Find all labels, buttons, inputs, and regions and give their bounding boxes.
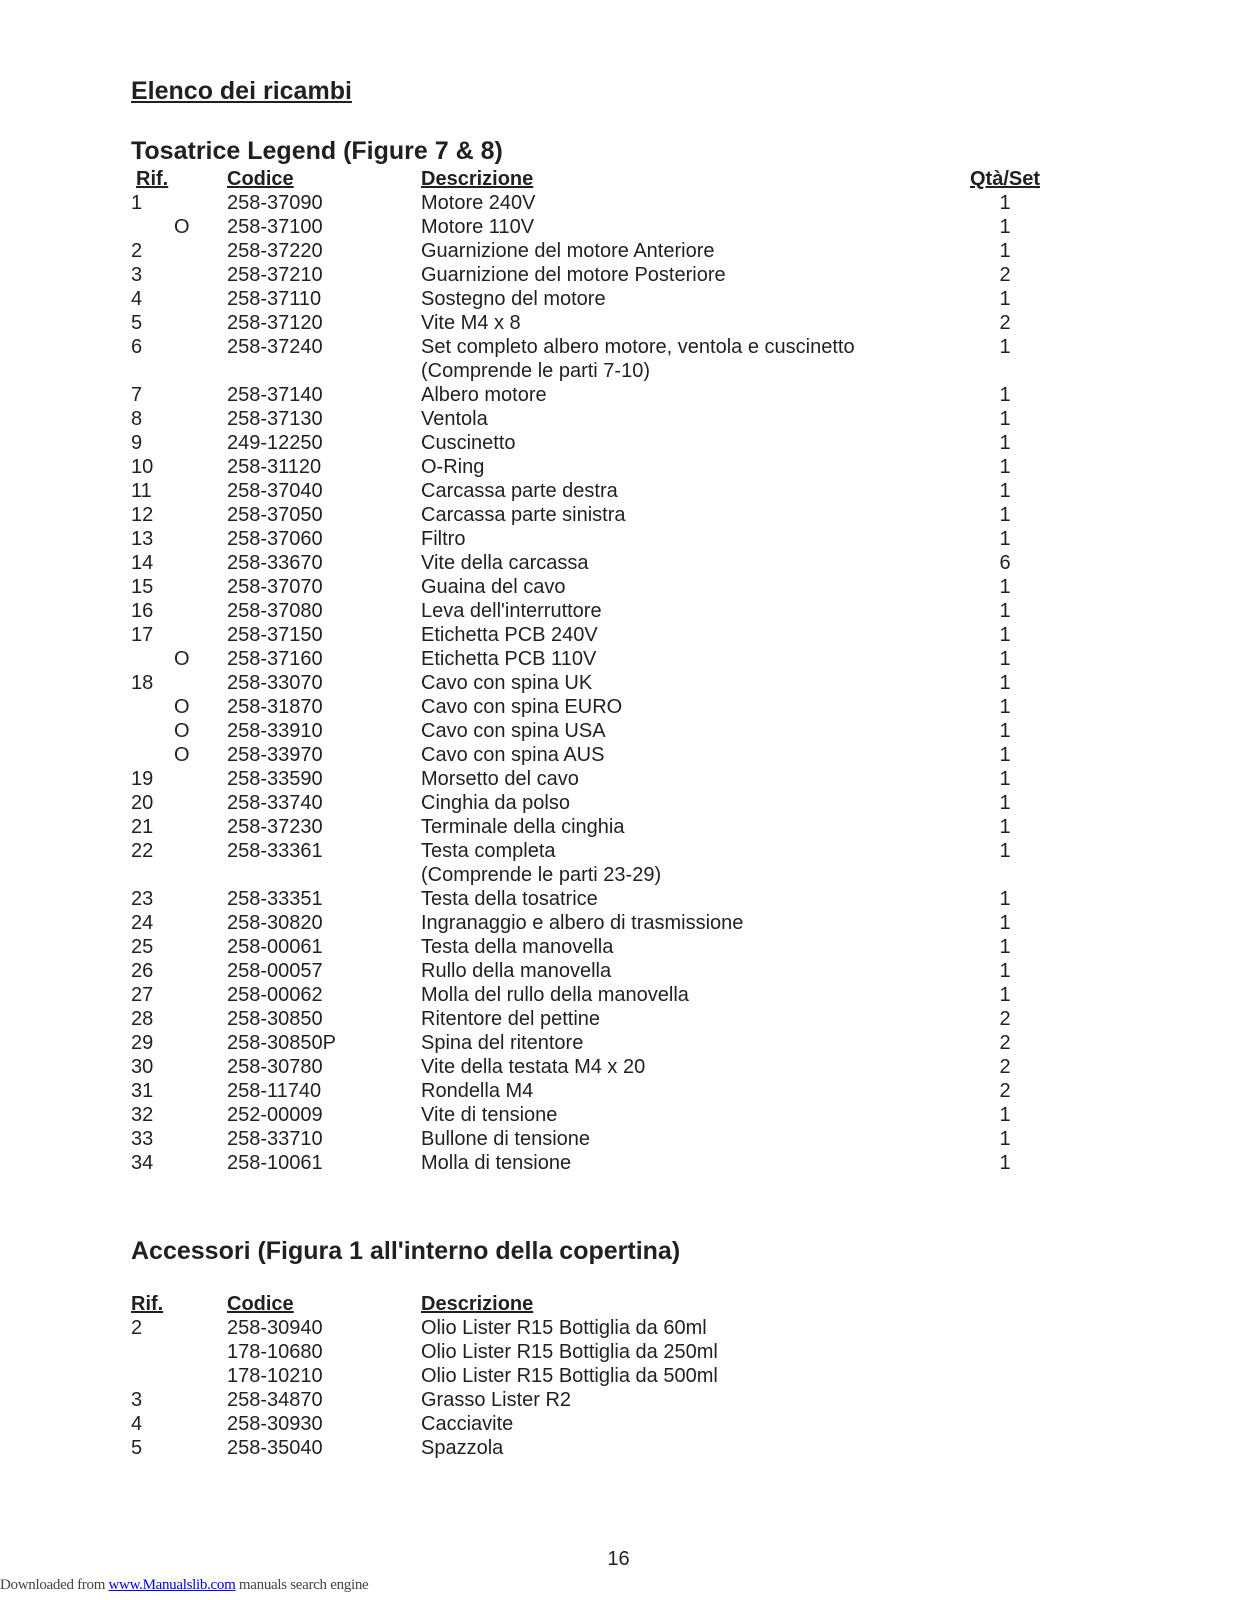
cell-qty: 1 <box>999 696 1011 718</box>
alternative-marker: O <box>174 648 190 670</box>
table-row <box>0 551 1237 575</box>
table-row <box>0 383 1237 407</box>
cell-qty: 1 <box>999 888 1011 910</box>
cell-codice: 258-37160 <box>227 648 323 670</box>
parts-table-body <box>0 191 1237 1175</box>
cell-codice: 258-30930 <box>227 1413 323 1435</box>
table-row <box>0 359 1237 383</box>
page-number: 16 <box>607 1548 630 1570</box>
cell-qty: 1 <box>999 984 1011 1006</box>
cell-qty: 1 <box>999 1152 1011 1174</box>
cell-codice: 258-33351 <box>227 888 323 910</box>
cell-rif: 27 <box>131 984 154 1006</box>
cell-descrizione: (Comprende le parti 7-10) <box>421 360 650 382</box>
table-row <box>0 1127 1237 1151</box>
table-row <box>0 287 1237 311</box>
cell-descrizione: Testa completa <box>421 840 556 862</box>
cell-codice: 258-37070 <box>227 576 323 598</box>
cell-rif: 29 <box>131 1032 154 1054</box>
alternative-marker: O <box>174 720 190 742</box>
cell-descrizione: O-Ring <box>421 456 485 478</box>
cell-codice: 258-31870 <box>227 696 323 718</box>
cell-qty: 2 <box>999 1080 1011 1102</box>
cell-qty: 2 <box>999 1032 1011 1054</box>
cell-codice: 258-37130 <box>227 408 323 430</box>
cell-rif: 15 <box>131 576 154 598</box>
cell-descrizione: Etichetta PCB 240V <box>421 624 598 646</box>
cell-descrizione: Vite di tensione <box>421 1104 558 1126</box>
table-row <box>0 1055 1237 1079</box>
cell-codice: 258-33590 <box>227 768 323 790</box>
cell-rif: 17 <box>131 624 154 646</box>
alternative-marker: O <box>174 744 190 766</box>
cell-rif: 25 <box>131 936 154 958</box>
cell-rif: 19 <box>131 768 154 790</box>
cell-descrizione: Motore 240V <box>421 192 536 214</box>
cell-descrizione: Vite della testata M4 x 20 <box>421 1056 646 1078</box>
cell-codice: 258-33910 <box>227 720 323 742</box>
parts-table-header <box>0 167 1237 191</box>
table-row <box>0 455 1237 479</box>
cell-descrizione: Olio Lister R15 Bottiglia da 500ml <box>421 1365 718 1387</box>
cell-qty: 1 <box>999 456 1011 478</box>
cell-descrizione: Testa della manovella <box>421 936 614 958</box>
cell-qty: 1 <box>999 912 1011 934</box>
parts-table <box>0 167 1237 1175</box>
cell-codice: 258-34870 <box>227 1389 323 1411</box>
cell-descrizione: (Comprende le parti 23-29) <box>421 864 662 886</box>
cell-rif: 12 <box>131 504 154 526</box>
cell-codice: 258-33740 <box>227 792 323 814</box>
table-row <box>0 599 1237 623</box>
cell-codice: 258-11740 <box>227 1080 322 1102</box>
cell-descrizione: Bullone di tensione <box>421 1128 591 1150</box>
table-row <box>0 1079 1237 1103</box>
cell-codice: 258-30940 <box>227 1317 323 1339</box>
accessories-table <box>0 1292 1237 1460</box>
table-row <box>0 431 1237 455</box>
section-title-accessories: Accessori (Figura 1 all'interno della copertina) <box>131 1237 681 1265</box>
cell-rif: 10 <box>131 456 154 478</box>
cell-rif: 33 <box>131 1128 154 1150</box>
cell-descrizione: Molla del rullo della manovella <box>421 984 689 1006</box>
cell-qty: 1 <box>999 528 1011 550</box>
cell-descrizione: Grasso Lister R2 <box>421 1389 572 1411</box>
cell-qty: 1 <box>999 1104 1011 1126</box>
header-codice: Codice <box>227 168 294 190</box>
cell-codice: 258-37050 <box>227 504 323 526</box>
cell-rif: 1 <box>131 192 143 214</box>
download-footer <box>0 1577 368 1594</box>
cell-descrizione: Sostegno del motore <box>421 288 606 310</box>
section-title-parts: Tosatrice Legend (Figure 7 & 8) <box>131 137 503 165</box>
cell-codice: 178-10210 <box>227 1365 323 1387</box>
cell-rif: 26 <box>131 960 154 982</box>
cell-codice: 258-37110 <box>227 288 322 310</box>
cell-codice: 258-37230 <box>227 816 323 838</box>
cell-descrizione: Cacciavite <box>421 1413 514 1435</box>
cell-rif: 5 <box>131 312 143 334</box>
accessories-table-header <box>0 1292 1237 1316</box>
table-row <box>0 503 1237 527</box>
cell-descrizione: Carcassa parte destra <box>421 480 618 502</box>
cell-codice: 258-31120 <box>227 456 322 478</box>
table-row <box>0 215 1237 239</box>
table-row <box>0 671 1237 695</box>
cell-qty: 1 <box>999 240 1011 262</box>
cell-qty: 1 <box>999 600 1011 622</box>
cell-rif: 21 <box>131 816 154 838</box>
alternative-marker: O <box>174 696 190 718</box>
header-descrizione: Descrizione <box>421 1293 534 1315</box>
table-row <box>0 911 1237 935</box>
cell-qty: 1 <box>999 504 1011 526</box>
cell-descrizione: Cuscinetto <box>421 432 516 454</box>
cell-qty: 1 <box>999 216 1011 238</box>
cell-codice: 258-00057 <box>227 960 323 982</box>
cell-descrizione: Cavo con spina EURO <box>421 696 623 718</box>
table-row <box>0 479 1237 503</box>
cell-rif: 4 <box>131 288 143 310</box>
header-rif: Rif. <box>131 1293 164 1315</box>
table-row <box>0 1388 1237 1412</box>
cell-descrizione: Molla di tensione <box>421 1152 572 1174</box>
cell-rif: 30 <box>131 1056 154 1078</box>
table-row <box>0 983 1237 1007</box>
cell-qty: 6 <box>999 552 1011 574</box>
cell-rif: 23 <box>131 888 154 910</box>
cell-rif: 7 <box>131 384 143 406</box>
table-row <box>0 527 1237 551</box>
cell-codice: 258-30850 <box>227 1008 323 1030</box>
table-row <box>0 647 1237 671</box>
cell-codice: 258-30850P <box>227 1032 336 1054</box>
header-qty: Qtà/Set <box>970 168 1041 190</box>
cell-qty: 1 <box>999 384 1011 406</box>
cell-qty: 1 <box>999 792 1011 814</box>
table-row <box>0 1436 1237 1460</box>
table-row <box>0 863 1237 887</box>
cell-rif: 32 <box>131 1104 154 1126</box>
table-row <box>0 311 1237 335</box>
cell-descrizione: Guarnizione del motore Posteriore <box>421 264 726 286</box>
cell-qty: 1 <box>999 936 1011 958</box>
cell-descrizione: Filtro <box>421 528 466 550</box>
accessories-table-body <box>0 1316 1237 1460</box>
cell-qty: 1 <box>999 192 1011 214</box>
alternative-marker: O <box>174 216 190 238</box>
cell-rif: 13 <box>131 528 154 550</box>
cell-descrizione: Spazzola <box>421 1437 504 1459</box>
cell-codice: 258-37090 <box>227 192 323 214</box>
cell-rif: 2 <box>131 1317 143 1339</box>
cell-rif: 9 <box>131 432 143 454</box>
cell-qty: 1 <box>999 816 1011 838</box>
cell-qty: 1 <box>999 480 1011 502</box>
header-codice: Codice <box>227 1293 294 1315</box>
cell-codice: 258-33070 <box>227 672 323 694</box>
cell-codice: 249-12250 <box>227 432 323 454</box>
cell-codice: 258-37120 <box>227 312 323 334</box>
cell-descrizione: Morsetto del cavo <box>421 768 579 790</box>
cell-codice: 258-37140 <box>227 384 323 406</box>
cell-codice: 178-10680 <box>227 1341 323 1363</box>
table-row <box>0 191 1237 215</box>
table-row <box>0 743 1237 767</box>
cell-descrizione: Cavo con spina USA <box>421 720 606 742</box>
cell-descrizione: Rullo della manovella <box>421 960 612 982</box>
cell-codice: 258-37240 <box>227 336 323 358</box>
table-row <box>0 623 1237 647</box>
table-row <box>0 791 1237 815</box>
cell-qty: 1 <box>999 432 1011 454</box>
cell-descrizione: Cinghia da polso <box>421 792 570 814</box>
footer-suffix: manuals search engine <box>235 1577 369 1593</box>
cell-rif: 31 <box>131 1080 154 1102</box>
cell-rif: 24 <box>131 912 154 934</box>
cell-descrizione: Set completo albero motore, ventola e cuscinetto <box>421 336 855 358</box>
cell-qty: 1 <box>999 840 1011 862</box>
cell-rif: 3 <box>131 264 143 286</box>
cell-qty: 1 <box>999 648 1011 670</box>
cell-descrizione: Rondella M4 <box>421 1080 534 1102</box>
table-row <box>0 1103 1237 1127</box>
cell-codice: 258-37080 <box>227 600 323 622</box>
cell-qty: 1 <box>999 960 1011 982</box>
cell-codice: 258-30820 <box>227 912 323 934</box>
cell-codice: 258-33970 <box>227 744 323 766</box>
cell-descrizione: Terminale della cinghia <box>421 816 625 838</box>
cell-rif: 11 <box>131 480 152 502</box>
cell-codice: 258-30780 <box>227 1056 323 1078</box>
cell-codice: 258-37150 <box>227 624 323 646</box>
cell-descrizione: Guarnizione del motore Anteriore <box>421 240 715 262</box>
cell-codice: 258-37210 <box>227 264 323 286</box>
table-row <box>0 575 1237 599</box>
cell-qty: 2 <box>999 1056 1011 1078</box>
cell-descrizione: Cavo con spina UK <box>421 672 593 694</box>
cell-codice: 258-37100 <box>227 216 323 238</box>
header-descrizione: Descrizione <box>421 168 534 190</box>
table-row <box>0 335 1237 359</box>
table-row <box>0 935 1237 959</box>
cell-qty: 1 <box>999 768 1011 790</box>
cell-codice: 258-37040 <box>227 480 323 502</box>
cell-descrizione: Motore 110V <box>421 216 535 238</box>
cell-rif: 28 <box>131 1008 154 1030</box>
table-row <box>0 1364 1237 1388</box>
table-row <box>0 1151 1237 1175</box>
cell-descrizione: Spina del ritentore <box>421 1032 584 1054</box>
cell-qty: 1 <box>999 672 1011 694</box>
table-row <box>0 263 1237 287</box>
cell-codice: 258-37220 <box>227 240 323 262</box>
table-row <box>0 815 1237 839</box>
cell-rif: 8 <box>131 408 143 430</box>
table-row <box>0 959 1237 983</box>
cell-codice: 258-33710 <box>227 1128 323 1150</box>
cell-codice: 258-33361 <box>227 840 323 862</box>
cell-qty: 1 <box>999 744 1011 766</box>
table-row <box>0 839 1237 863</box>
cell-descrizione: Olio Lister R15 Bottiglia da 250ml <box>421 1341 718 1363</box>
cell-codice: 258-00062 <box>227 984 323 1006</box>
manualslib-link[interactable]: www.Manualslib.com <box>108 1577 236 1593</box>
cell-descrizione: Guaina del cavo <box>421 576 566 598</box>
table-row <box>0 695 1237 719</box>
cell-descrizione: Albero motore <box>421 384 547 406</box>
cell-rif: 22 <box>131 840 154 862</box>
cell-codice: 258-35040 <box>227 1437 323 1459</box>
table-row <box>0 887 1237 911</box>
cell-rif: 6 <box>131 336 143 358</box>
cell-rif: 34 <box>131 1152 154 1174</box>
cell-codice: 258-33670 <box>227 552 323 574</box>
cell-rif: 4 <box>131 1413 143 1435</box>
cell-descrizione: Carcassa parte sinistra <box>421 504 626 526</box>
table-row <box>0 719 1237 743</box>
cell-descrizione: Testa della tosatrice <box>421 888 598 910</box>
cell-codice: 258-10061 <box>227 1152 323 1174</box>
cell-descrizione: Ingranaggio e albero di trasmissione <box>421 912 744 934</box>
table-row <box>0 239 1237 263</box>
cell-rif: 2 <box>131 240 143 262</box>
table-row <box>0 1316 1237 1340</box>
cell-qty: 1 <box>999 288 1011 310</box>
cell-qty: 2 <box>999 312 1011 334</box>
cell-descrizione: Leva dell'interruttore <box>421 600 602 622</box>
cell-rif: 16 <box>131 600 154 622</box>
cell-descrizione: Cavo con spina AUS <box>421 744 605 766</box>
header-rif: Rif. <box>136 168 169 190</box>
cell-codice: 258-37060 <box>227 528 323 550</box>
cell-qty: 1 <box>999 336 1011 358</box>
cell-rif: 20 <box>131 792 154 814</box>
cell-qty: 1 <box>999 576 1011 598</box>
cell-descrizione: Vite M4 x 8 <box>421 312 521 334</box>
cell-codice: 258-00061 <box>227 936 323 958</box>
page-heading: Elenco dei ricambi <box>131 77 352 105</box>
cell-qty: 1 <box>999 624 1011 646</box>
table-row <box>0 1031 1237 1055</box>
footer-prefix: Downloaded from <box>0 1577 109 1593</box>
cell-descrizione: Ventola <box>421 408 488 430</box>
cell-qty: 1 <box>999 1128 1011 1150</box>
cell-qty: 1 <box>999 408 1011 430</box>
cell-rif: 3 <box>131 1389 143 1411</box>
cell-qty: 2 <box>999 1008 1011 1030</box>
cell-qty: 1 <box>999 720 1011 742</box>
cell-codice: 252-00009 <box>227 1104 323 1126</box>
table-row <box>0 767 1237 791</box>
table-row <box>0 1412 1237 1436</box>
cell-rif: 18 <box>131 672 154 694</box>
table-row <box>0 1340 1237 1364</box>
cell-rif: 14 <box>131 552 154 574</box>
cell-descrizione: Ritentore del pettine <box>421 1008 601 1030</box>
cell-descrizione: Olio Lister R15 Bottiglia da 60ml <box>421 1317 707 1339</box>
cell-descrizione: Etichetta PCB 110V <box>421 648 597 670</box>
table-row <box>0 1007 1237 1031</box>
table-row <box>0 407 1237 431</box>
cell-rif: 5 <box>131 1437 143 1459</box>
cell-descrizione: Vite della carcassa <box>421 552 589 574</box>
cell-qty: 2 <box>999 264 1011 286</box>
